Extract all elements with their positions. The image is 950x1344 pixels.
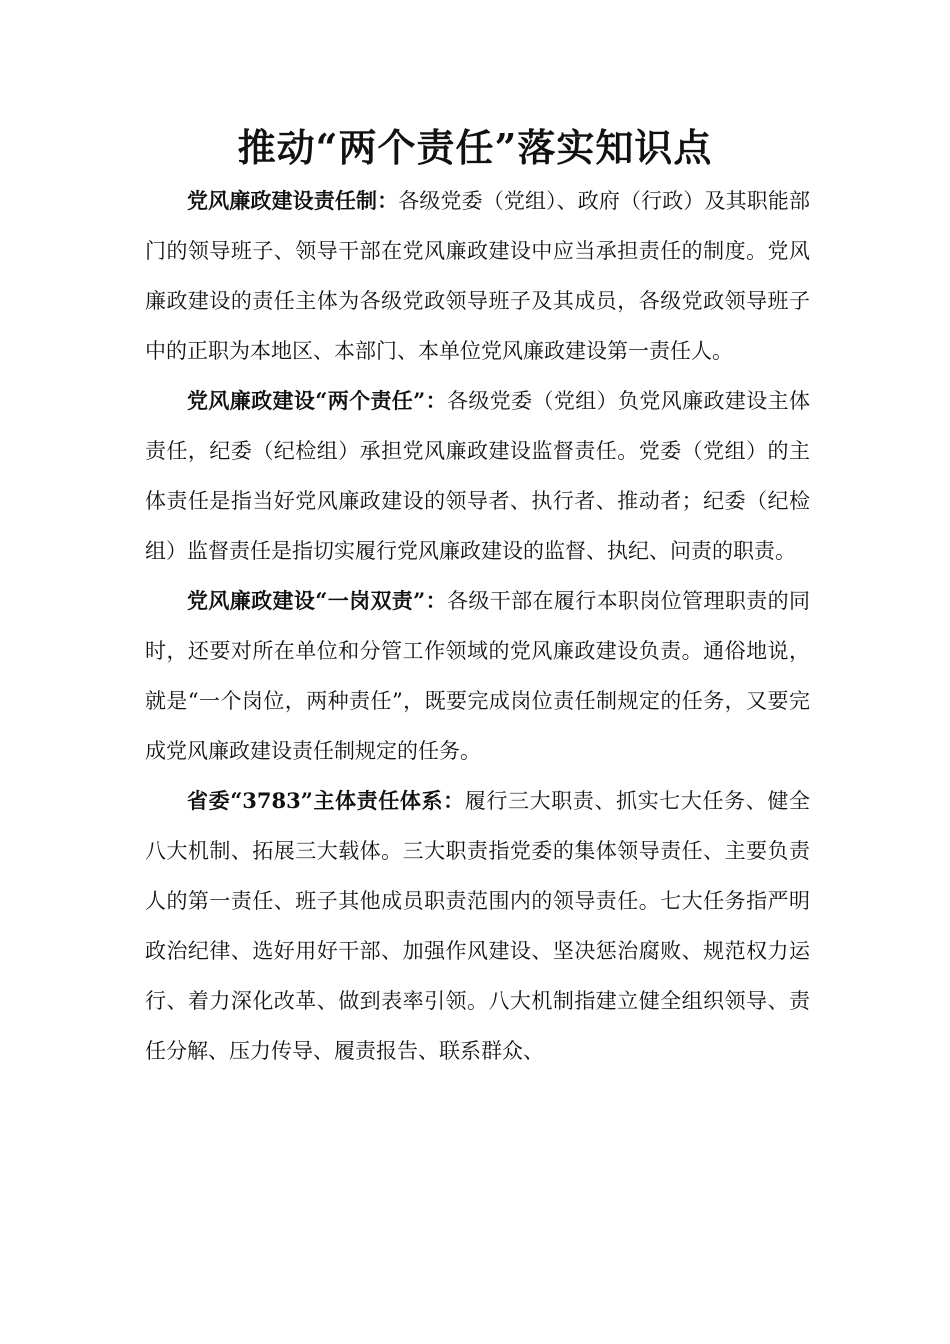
paragraph-term: 党风廉政建设责任制： (187, 188, 399, 213)
paragraph-two-responsibilities (145, 376, 810, 576)
paragraph-one-post-two-duties (145, 576, 810, 776)
paragraph-text: 各级干部在履行本职岗位管理职责的同时，还要对所在单位和分管工作领域的党风廉政建设负责。通俗地说，就是“一个岗位，两种责任”，既要完成岗位责任制规定的任务，又要完成党风廉政建设责任制规定的任务。 (145, 589, 810, 763)
paragraph-3783-system (145, 776, 810, 1076)
paragraph-term: 党风廉政建设“一岗双责”： (187, 588, 448, 613)
document-title: 推动“两个责任”落实知识点 (237, 125, 713, 170)
paragraph-term: 党风廉政建设“两个责任”： (187, 388, 448, 413)
document-body (145, 176, 810, 1076)
paragraph-term: 省委“3783”主体责任体系： (187, 788, 465, 813)
paragraph-text: 各级党委（党组）、政府（行政）及其职能部门的领导班子、领导干部在党风廉政建设中应当承担责任的制度。党风廉政建设的责任主体为各级党政领导班子及其成员，各级党政领导班子中的正职为本地区、本部门、本单位党风廉政建设第一责任人。 (145, 189, 811, 363)
paragraph-text: 履行三大职责、抓实七大任务、健全八大机制、拓展三大载体。三大职责指党委的集体领导责任、主要负责人的第一责任、班子其他成员职责范围内的领导责任。七大任务指严明政治纪律、选好用好干部、加强作风建设、坚决惩治腐败、规范权力运行、着力深化改革、做到表率引领。八大机制指建立健全组织领导、责任分解、压力传导、履责报告、联系群众、 (145, 789, 810, 1063)
paragraph-responsibility-system (145, 176, 810, 376)
paragraph-text: 各级党委（党组）负党风廉政建设主体责任，纪委（纪检组）承担党风廉政建设监督责任。党委（党组）的主体责任是指当好党风廉政建设的领导者、执行者、推动者；纪委（纪检组）监督责任是指切实履行党风廉政建设的监督、执纪、问责的职责。 (145, 389, 810, 563)
